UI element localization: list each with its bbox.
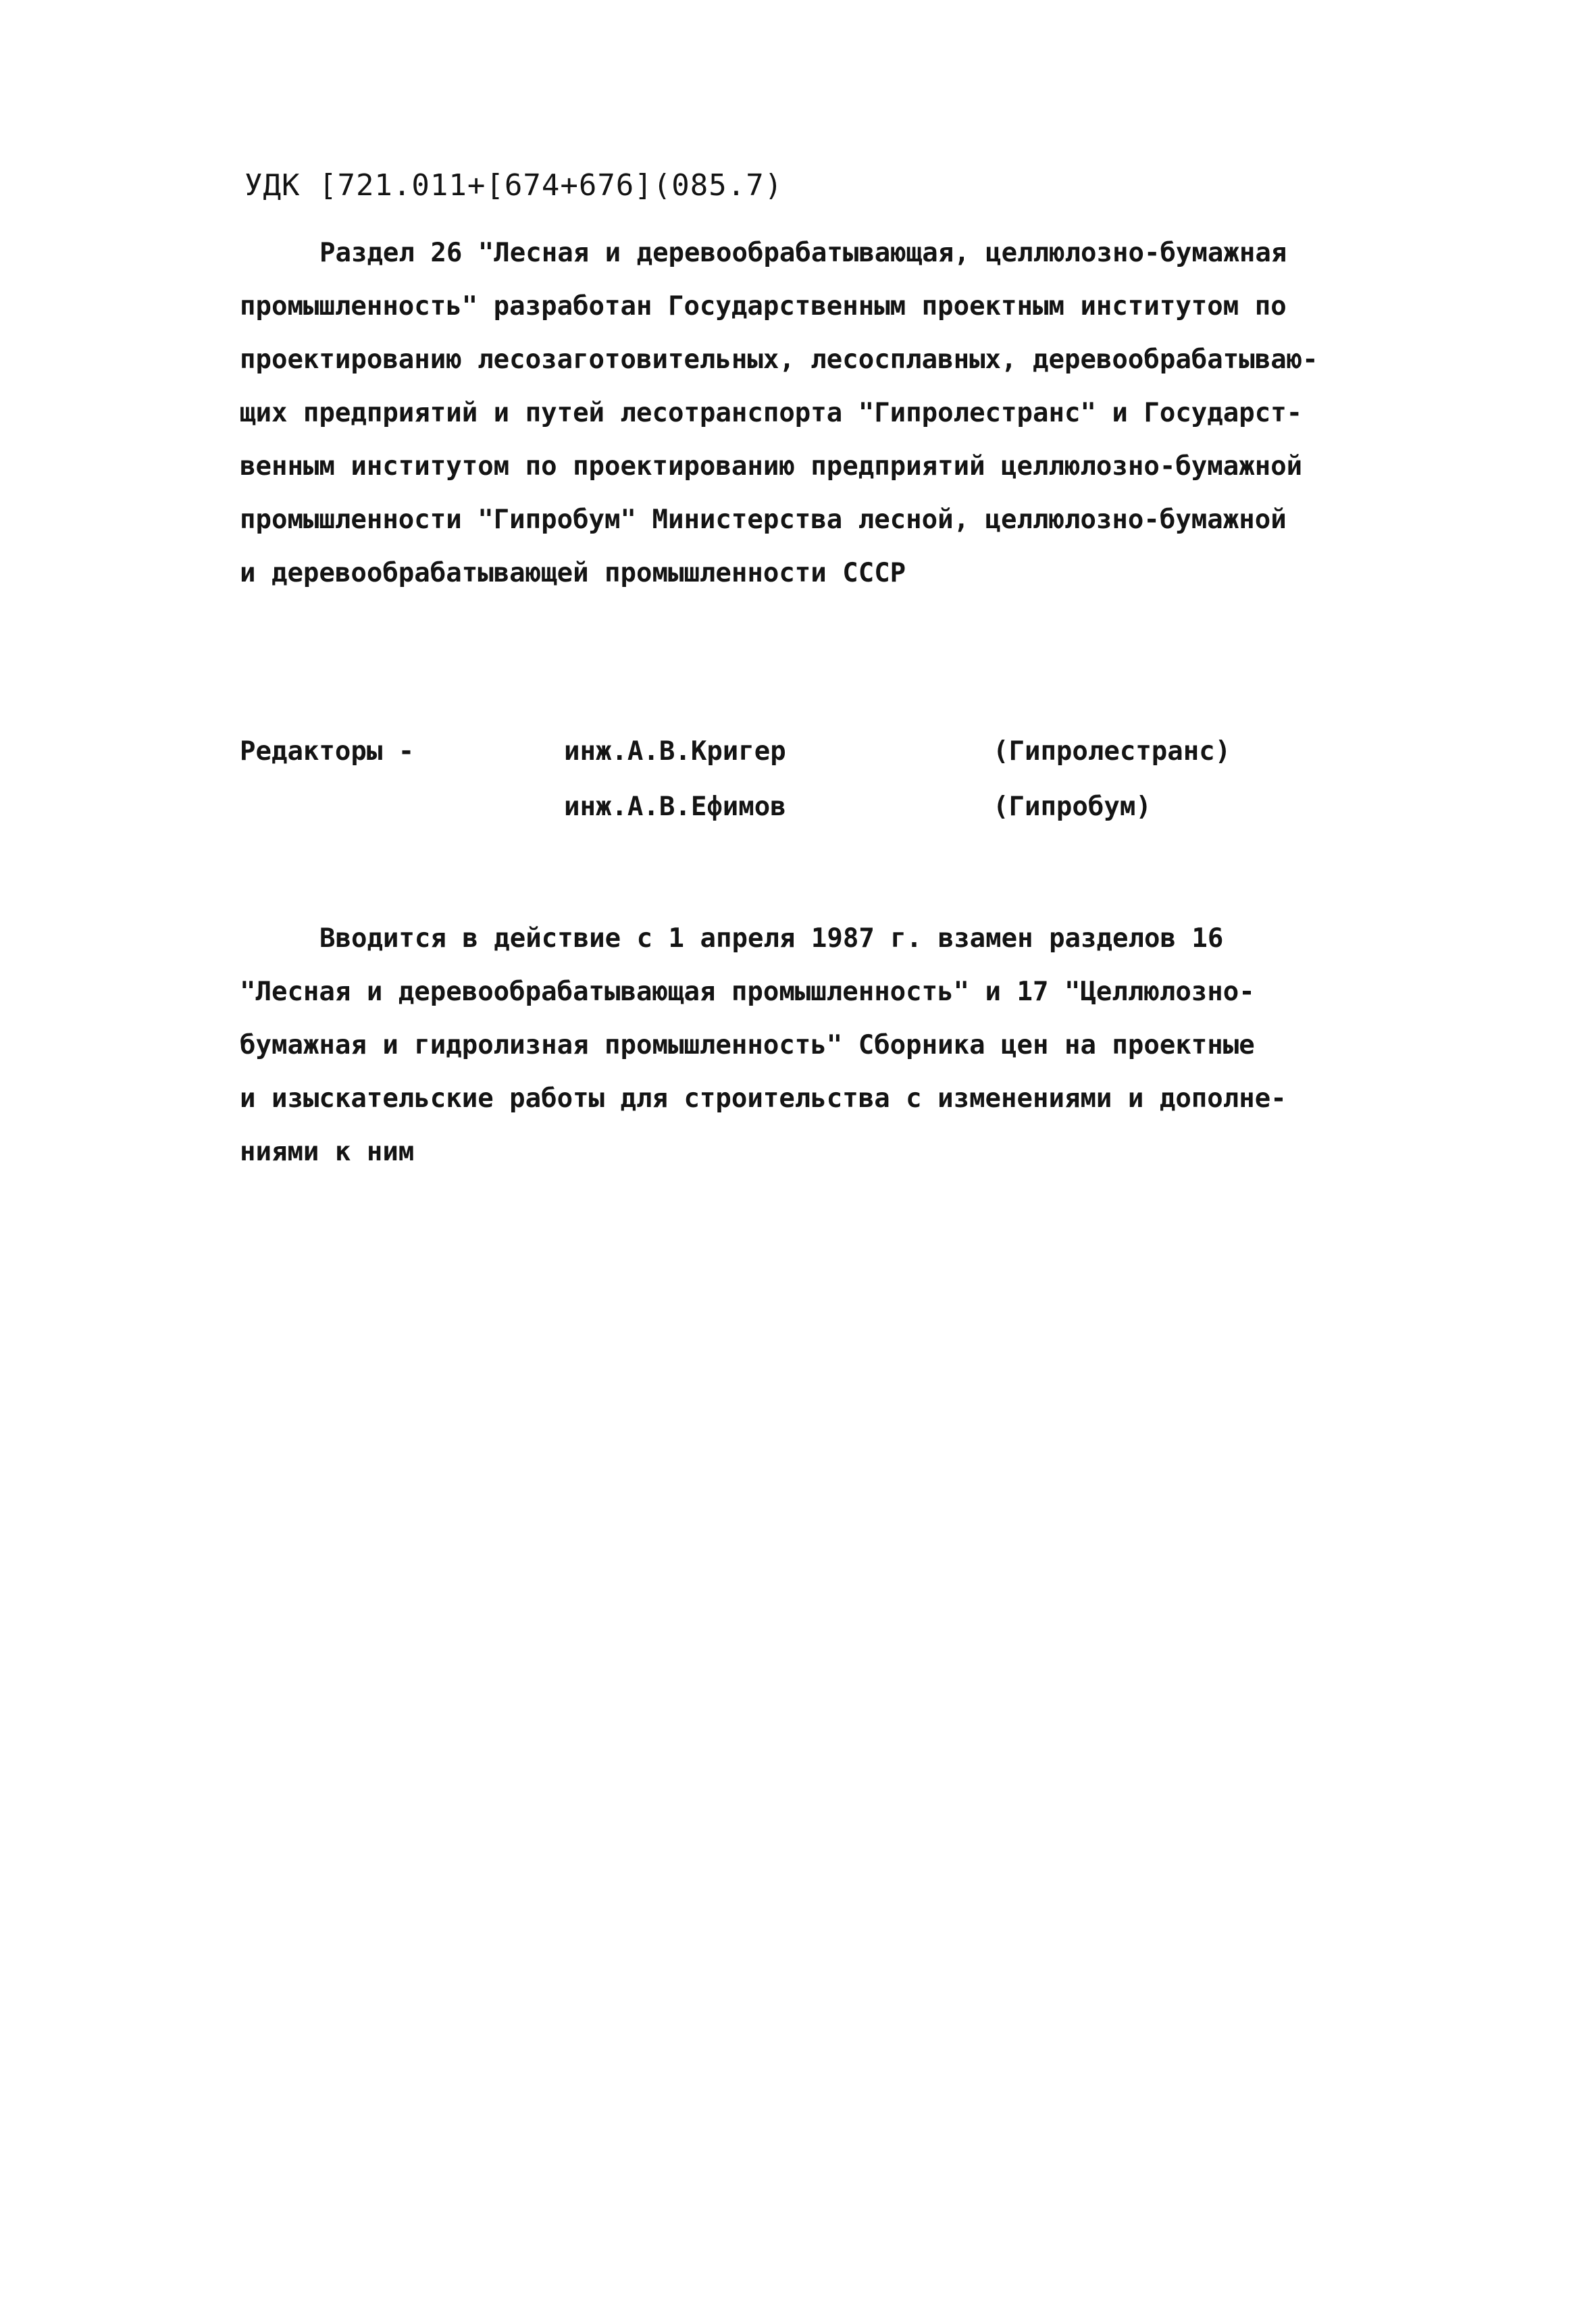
editor-organization: (Гипробум) [993,792,1152,822]
paragraph-line: бумажная и гидролизная промышленность" Сборника цен на проектные [240,1030,1255,1060]
paragraph-line: проектированию лесозаготовительных, лесосплавных, деревообрабатываю- [240,344,1318,375]
paragraph-line: ниями к ним [240,1137,415,1167]
editor-row [240,779,1388,835]
paragraph-line: венным институтом по проектированию предприятий целлюлозно-бумажной [240,451,1303,482]
section-info-paragraph [240,226,1388,600]
udc-code: УДК [721.011+[674+676](085.7) [244,168,783,203]
paragraph-line: и изыскательские работы для строительства с изменениями и дополне- [240,1083,1287,1114]
editor-name: инж.А.В.Кригер [564,736,786,767]
paragraph-line: промышленность" разработан Государственным проектным институтом по [240,291,1287,322]
paragraph-line: "Лесная и деревообрабатывающая промышленность" и 17 "Целлюлозно- [240,977,1255,1007]
editors-block [240,724,1388,835]
editor-name: инж.А.В.Ефимов [564,792,786,822]
editor-organization: (Гипролестранс) [993,736,1231,767]
editors-label: Редакторы - [240,736,415,767]
paragraph-line: Раздел 26 "Лесная и деревообрабатывающая, целлюлозно-бумажная [319,238,1287,268]
effective-date-paragraph [240,912,1388,1179]
paragraph-line: щих предприятий и путей лесотранспорта "Гипролестранс" и Государст- [240,398,1303,428]
editor-row [240,724,1388,779]
paragraph-line: промышленности "Гипробум" Министерства лесной, целлюлозно-бумажной [240,505,1287,535]
paragraph-line: и деревообрабатывающей промышленности СССР [240,558,906,588]
paragraph-line: Вводится в действие с 1 апреля 1987 г. взамен разделов 16 [319,923,1224,954]
